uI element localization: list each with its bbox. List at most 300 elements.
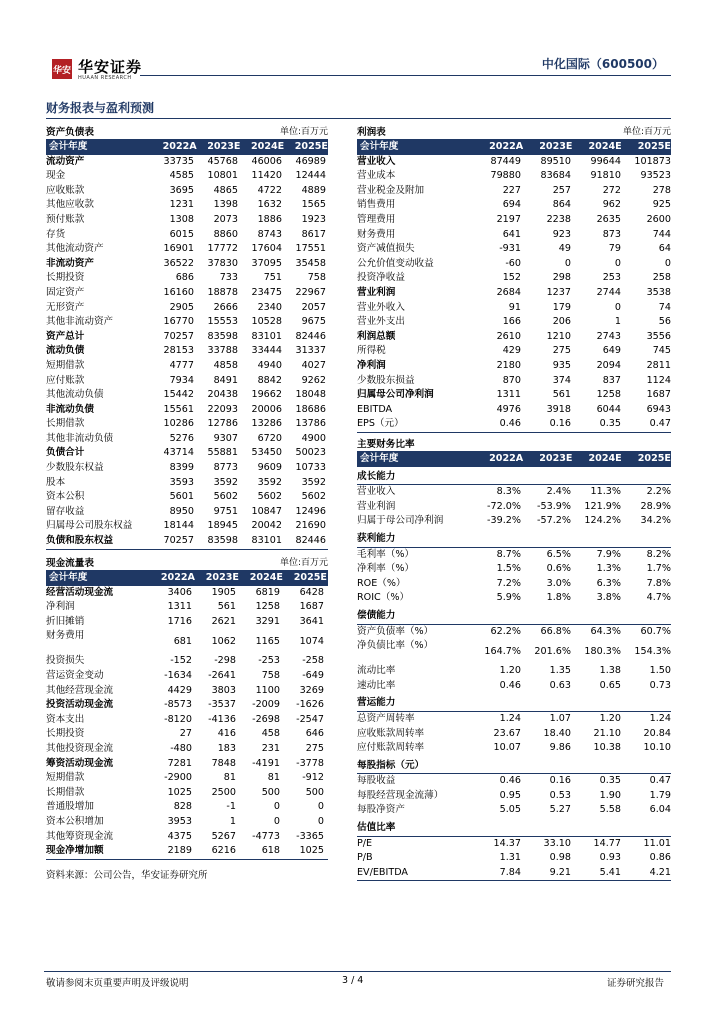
- table-row: [357, 837, 671, 852]
- row-label: 应收账款: [46, 184, 85, 196]
- cell-value: 2621: [211, 615, 236, 627]
- table-row: [46, 461, 328, 476]
- cell-value: -2900: [164, 772, 192, 784]
- cell-value: 500: [305, 786, 324, 798]
- cell-value: 1258: [255, 601, 280, 613]
- cell-value: [521, 470, 571, 485]
- cell-value: 0.86: [649, 852, 671, 864]
- cell-value: 2500: [211, 786, 236, 798]
- column-header-year: 2025E: [637, 141, 671, 152]
- table-row: [46, 417, 328, 432]
- cell-value: 1.24: [499, 712, 521, 724]
- cell-value: 6216: [211, 845, 236, 857]
- cell-value: 2180: [496, 359, 521, 371]
- section-divider: [46, 118, 671, 119]
- cell-value: -2547: [296, 713, 324, 725]
- row-label: 营业收入: [357, 486, 396, 498]
- cell-value: 11.3%: [590, 486, 621, 498]
- table-row: [357, 301, 671, 316]
- row-label: 管理费用: [357, 213, 396, 225]
- row-label: 公允价值变动收益: [357, 257, 434, 269]
- row-label: 股本: [46, 476, 66, 488]
- cell-value: 272: [602, 184, 621, 196]
- cell-value: -152: [170, 655, 192, 667]
- cell-value: 5.27: [549, 804, 571, 816]
- cell-value: 91810: [590, 170, 621, 182]
- cell-value: 1.79: [649, 789, 671, 801]
- cell-value: 4889: [301, 184, 326, 196]
- column-header-year: 2025E: [637, 453, 671, 464]
- cell-value: 458: [261, 728, 280, 740]
- cell-value: -1634: [164, 669, 192, 681]
- cell-value: 10.10: [643, 742, 671, 754]
- cell-value: 154.3%: [634, 646, 671, 658]
- cell-value: 1716: [167, 615, 192, 627]
- table-row: [357, 257, 671, 272]
- cell-value: 0: [614, 301, 621, 313]
- cell-value: 4940: [257, 359, 282, 371]
- cell-value: 4429: [167, 684, 192, 696]
- cell-value: 33.10: [543, 837, 571, 849]
- cell-value: 2094: [596, 359, 621, 371]
- section-header-row: [357, 532, 671, 548]
- cell-value: 99644: [590, 155, 621, 167]
- cell-value: 257: [552, 184, 571, 196]
- cell-value: 1025: [167, 786, 192, 798]
- cell-value: 7.2%: [496, 577, 521, 589]
- cell-value: 5.9%: [496, 592, 521, 604]
- table-row: [46, 654, 328, 669]
- column-header-year: 2023E: [205, 572, 239, 583]
- cell-value: 12786: [207, 418, 238, 430]
- table-row: [357, 741, 671, 756]
- cell-value: 17551: [295, 243, 326, 255]
- row-label: 营业收入: [357, 155, 396, 167]
- row-label: 应收账款周转率: [357, 727, 425, 739]
- table-row: [46, 669, 328, 684]
- cell-value: 1.7%: [646, 563, 671, 575]
- cell-value: 298: [552, 272, 571, 284]
- cell-value: 227: [502, 184, 521, 196]
- footer-disclaimer: 敬请参阅末页重要声明及评级说明: [46, 978, 189, 989]
- cell-value: 0.95: [499, 789, 521, 801]
- row-label: 成长能力: [357, 470, 396, 482]
- cell-value: 2684: [496, 286, 521, 298]
- table-row: [46, 615, 328, 630]
- cell-value: 21690: [295, 520, 326, 532]
- row-label: 每股收益: [357, 775, 396, 787]
- table-row: [46, 301, 328, 316]
- cell-value: 837: [602, 374, 621, 386]
- cell-value: 7.9%: [596, 548, 621, 560]
- cell-value: 4722: [257, 184, 282, 196]
- cell-value: 9307: [213, 432, 238, 444]
- table-row: [46, 359, 328, 374]
- cell-value: 0: [317, 815, 324, 827]
- cell-value: 10801: [207, 170, 238, 182]
- row-label: 非流动资产: [46, 257, 94, 269]
- row-label: 营业利润: [357, 286, 396, 298]
- cell-value: 935: [552, 359, 571, 371]
- cell-value: 3592: [301, 476, 326, 488]
- table-row: [46, 600, 328, 615]
- row-label: 其他非流动资产: [46, 316, 114, 328]
- cell-value: 3.8%: [596, 592, 621, 604]
- cell-value: 1565: [301, 199, 326, 211]
- column-header-label: 会计年度: [49, 572, 88, 583]
- table-row: [46, 198, 328, 213]
- cell-value: 8773: [213, 462, 238, 474]
- cell-value: -53.9%: [537, 500, 571, 512]
- row-label: 净利润: [357, 359, 386, 371]
- cell-value: 2340: [257, 301, 282, 313]
- cell-value: 28153: [163, 345, 194, 357]
- income-statement-title: 利润表: [357, 127, 386, 138]
- row-label: 资本支出: [46, 713, 85, 725]
- cell-value: 79880: [490, 170, 521, 182]
- cell-value: -3537: [208, 699, 236, 711]
- table-row: [357, 198, 671, 213]
- row-label: ROE（%）: [357, 577, 406, 589]
- cell-value: 50023: [295, 447, 326, 459]
- cell-value: 561: [217, 601, 236, 613]
- column-header-year: 2022A: [162, 141, 197, 152]
- balance-sheet-table: [46, 126, 328, 550]
- row-label: 其他应收款: [46, 199, 94, 211]
- cell-value: 74: [658, 301, 671, 313]
- table-row: [46, 815, 328, 830]
- cell-value: 3538: [646, 286, 671, 298]
- table-row: [46, 727, 328, 742]
- cell-value: 7934: [169, 374, 194, 386]
- row-label: 利润总额: [357, 330, 396, 342]
- cell-value: 1.35: [549, 665, 571, 677]
- cell-value: 35458: [295, 257, 326, 269]
- table-row: [46, 800, 328, 815]
- row-label: 应付账款周转率: [357, 742, 425, 754]
- cell-value: 7.8%: [646, 577, 671, 589]
- cell-value: 22967: [295, 286, 326, 298]
- table-row: [357, 577, 671, 592]
- cell-value: 6015: [169, 228, 194, 240]
- row-label: 毛利率（%）: [357, 548, 415, 560]
- cell-value: 1687: [646, 389, 671, 401]
- table-row: [357, 664, 671, 679]
- cell-value: 5267: [211, 830, 236, 842]
- cell-value: 79: [608, 243, 621, 255]
- cell-value: 27: [179, 728, 192, 740]
- cell-value: 6.3%: [596, 577, 621, 589]
- ratios-title-bar: [357, 438, 671, 452]
- table-row: [357, 344, 671, 359]
- cell-value: 9675: [301, 316, 326, 328]
- table-row: [357, 803, 671, 818]
- row-label: 短期借款: [46, 359, 85, 371]
- column-header-year: 2022A: [160, 572, 195, 583]
- cell-value: 2905: [169, 301, 194, 313]
- section-header-row: [357, 470, 671, 486]
- balance-sheet-title: 资产负债表: [46, 127, 94, 138]
- cell-value: 83101: [251, 535, 282, 547]
- cell-value: 13286: [251, 418, 282, 430]
- cell-value: 641: [502, 228, 521, 240]
- cell-value: 8743: [257, 228, 282, 240]
- cell-value: 864: [552, 199, 571, 211]
- row-label: P/E: [357, 837, 373, 849]
- cell-value: 6044: [596, 403, 621, 415]
- cell-value: 7848: [211, 757, 236, 769]
- cell-value: [521, 821, 571, 836]
- cell-value: 3592: [213, 476, 238, 488]
- cell-value: 2189: [167, 845, 192, 857]
- table-row: [46, 742, 328, 757]
- cell-value: 8950: [169, 505, 194, 517]
- cell-value: 1308: [169, 213, 194, 225]
- cell-value: 12444: [295, 170, 326, 182]
- cell-value: 8491: [213, 374, 238, 386]
- cell-value: [621, 532, 671, 547]
- row-label: 资本公积增加: [46, 815, 104, 827]
- table-row: [46, 184, 328, 199]
- row-label: 短期借款: [46, 772, 85, 784]
- cell-value: 33444: [251, 345, 282, 357]
- cell-value: 22093: [207, 403, 238, 415]
- cell-value: 6.5%: [546, 548, 571, 560]
- row-label: 营运能力: [357, 697, 396, 709]
- footer-divider: [44, 971, 671, 972]
- row-label: EBITDA: [357, 403, 393, 415]
- table-row: [357, 388, 671, 403]
- company-name: 中化国际（600500）: [541, 57, 664, 71]
- cell-value: 17604: [251, 243, 282, 255]
- cell-value: 0.46: [499, 679, 521, 691]
- cell-value: 28.9%: [640, 500, 671, 512]
- cell-value: 8617: [301, 228, 326, 240]
- cell-value: 101873: [634, 155, 671, 167]
- cell-value: 231: [261, 742, 280, 754]
- column-header-year: 2024E: [249, 572, 283, 583]
- cell-value: 34.2%: [640, 515, 671, 527]
- cell-value: 8.7%: [496, 548, 521, 560]
- table-row: [46, 228, 328, 243]
- cell-value: -3778: [296, 757, 324, 769]
- row-label: 每股指标（元）: [357, 759, 425, 771]
- cell-value: 1237: [546, 286, 571, 298]
- cell-value: 429: [502, 345, 521, 357]
- column-header-year: 2024E: [588, 141, 622, 152]
- table-row: [46, 388, 328, 403]
- section-header-row: [357, 821, 671, 837]
- footer-report-type: 证券研究报告: [606, 978, 664, 989]
- column-header-label: 会计年度: [49, 141, 88, 152]
- cell-value: [571, 821, 621, 836]
- cell-value: 18878: [207, 286, 238, 298]
- row-label: 营业外收入: [357, 301, 405, 313]
- cell-value: 1: [614, 316, 621, 328]
- ratios-table: [357, 438, 671, 881]
- cell-value: 8.3%: [496, 486, 521, 498]
- cell-value: 9262: [301, 374, 326, 386]
- row-label: 每股净资产: [357, 804, 405, 816]
- cell-value: 4976: [496, 403, 521, 415]
- column-header-row: [357, 452, 671, 467]
- cell-value: -57.2%: [537, 515, 571, 527]
- cell-value: 1687: [299, 601, 324, 613]
- cell-value: 2.4%: [546, 486, 571, 498]
- cell-value: 9609: [257, 462, 282, 474]
- table-row: [46, 286, 328, 301]
- table-row: [357, 242, 671, 257]
- row-label: 营业外支出: [357, 316, 405, 328]
- cell-value: 0: [664, 257, 671, 269]
- cell-value: 10528: [251, 316, 282, 328]
- cell-value: 561: [552, 389, 571, 401]
- cell-value: 2238: [546, 213, 571, 225]
- cell-value: 83598: [207, 535, 238, 547]
- cell-value: 873: [602, 228, 621, 240]
- cell-value: 3918: [546, 403, 571, 415]
- cell-value: 23475: [251, 286, 282, 298]
- table-row: [357, 727, 671, 742]
- cell-value: 20042: [251, 520, 282, 532]
- income-statement-title-bar: [357, 126, 671, 140]
- section-header-row: [357, 759, 671, 775]
- row-label: 少数股东损益: [357, 374, 415, 386]
- cell-value: 20438: [207, 389, 238, 401]
- cell-value: 8860: [213, 228, 238, 240]
- row-label: 现金: [46, 170, 66, 182]
- table-row: [357, 169, 671, 184]
- cell-value: 55881: [207, 447, 238, 459]
- cell-value: 3291: [255, 615, 280, 627]
- cell-value: -480: [170, 742, 192, 754]
- cell-value: 1632: [257, 199, 282, 211]
- cell-value: 758: [261, 669, 280, 681]
- cell-value: 1.31: [499, 852, 521, 864]
- cell-value: 14.77: [593, 837, 621, 849]
- cell-value: 9.86: [549, 742, 571, 754]
- cell-value: 2743: [596, 330, 621, 342]
- table-row: [357, 562, 671, 577]
- cell-value: 18945: [207, 520, 238, 532]
- cell-value: 1210: [546, 330, 571, 342]
- cell-value: 4027: [301, 359, 326, 371]
- table-row: [46, 771, 328, 786]
- cell-value: 19662: [251, 389, 282, 401]
- column-header-year: 2022A: [489, 453, 524, 464]
- cell-value: 15442: [163, 389, 194, 401]
- cell-value: 9.21: [549, 866, 571, 878]
- row-label: 其他筹资现金流: [46, 830, 114, 842]
- row-label: 少数股东权益: [46, 462, 104, 474]
- cash-flow-title-bar: [46, 557, 328, 571]
- cell-value: 37830: [207, 257, 238, 269]
- row-label: 营业成本: [357, 170, 396, 182]
- cell-value: 18686: [295, 403, 326, 415]
- cell-value: 5.41: [599, 866, 621, 878]
- cell-value: 81: [223, 772, 236, 784]
- cell-value: 4375: [167, 830, 192, 842]
- cell-value: 5602: [257, 491, 282, 503]
- row-label: 其他流动负债: [46, 389, 104, 401]
- cell-value: 83684: [540, 170, 571, 182]
- source-note: 资料来源：公司公告，华安证券研究所: [46, 870, 208, 881]
- section-header-row: [357, 696, 671, 712]
- cell-value: 93523: [640, 170, 671, 182]
- cell-value: -298: [214, 655, 236, 667]
- table-row: [357, 639, 671, 664]
- cell-value: 2.2%: [646, 486, 671, 498]
- cell-value: 49: [558, 243, 571, 255]
- row-label: 其他经营现金流: [46, 684, 114, 696]
- cell-value: [471, 470, 521, 485]
- cell-value: [521, 696, 571, 711]
- cell-value: 3269: [299, 684, 324, 696]
- row-label: 长期投资: [46, 728, 85, 740]
- cell-value: 2197: [496, 213, 521, 225]
- cell-value: 0.98: [549, 852, 571, 864]
- cell-value: 4777: [169, 359, 194, 371]
- row-label: 净利率（%）: [357, 563, 415, 575]
- table-row: [357, 184, 671, 199]
- cash-flow-unit: 单位:百万元: [279, 558, 328, 568]
- cell-value: 0.35: [599, 775, 621, 787]
- row-label: P/B: [357, 852, 373, 864]
- cell-value: 53450: [251, 447, 282, 459]
- row-label: 其他流动资产: [46, 243, 104, 255]
- cell-value: 91: [508, 301, 521, 313]
- cell-value: 1.5%: [496, 563, 521, 575]
- cell-value: 751: [263, 272, 282, 284]
- cell-value: 36522: [163, 257, 194, 269]
- cell-value: 10733: [295, 462, 326, 474]
- column-header-label: 会计年度: [360, 141, 399, 152]
- table-row: [357, 712, 671, 727]
- cell-value: 201.6%: [534, 646, 571, 658]
- cell-value: 0: [273, 801, 280, 813]
- cell-value: 206: [552, 316, 571, 328]
- cell-value: 1231: [169, 199, 194, 211]
- cell-value: 4858: [213, 359, 238, 371]
- cell-value: 0.35: [599, 418, 621, 430]
- cell-value: 16901: [163, 243, 194, 255]
- cell-value: 733: [219, 272, 238, 284]
- cell-value: -3365: [296, 830, 324, 842]
- cell-value: 7281: [167, 757, 192, 769]
- cell-value: 0: [614, 257, 621, 269]
- cell-value: 1.50: [649, 665, 671, 677]
- ratios-title: 主要财务比率: [357, 439, 415, 450]
- column-header-row: [46, 140, 328, 155]
- cell-value: -1: [226, 801, 236, 813]
- cell-value: 15561: [163, 403, 194, 415]
- row-label: 财务费用: [357, 228, 396, 240]
- cell-value: 2073: [213, 213, 238, 225]
- cell-value: 4865: [213, 184, 238, 196]
- cell-value: 870: [502, 374, 521, 386]
- column-header-year: 2023E: [539, 141, 573, 152]
- table-row: [357, 374, 671, 389]
- row-label: 预付账款: [46, 213, 85, 225]
- cell-value: 33788: [207, 345, 238, 357]
- cell-value: [571, 532, 621, 547]
- cell-value: 0.47: [649, 775, 671, 787]
- cell-value: 500: [261, 786, 280, 798]
- cell-value: 1886: [257, 213, 282, 225]
- income-statement-unit: 单位:百万元: [622, 127, 671, 137]
- table-row: [46, 698, 328, 713]
- cell-value: -2698: [252, 713, 280, 725]
